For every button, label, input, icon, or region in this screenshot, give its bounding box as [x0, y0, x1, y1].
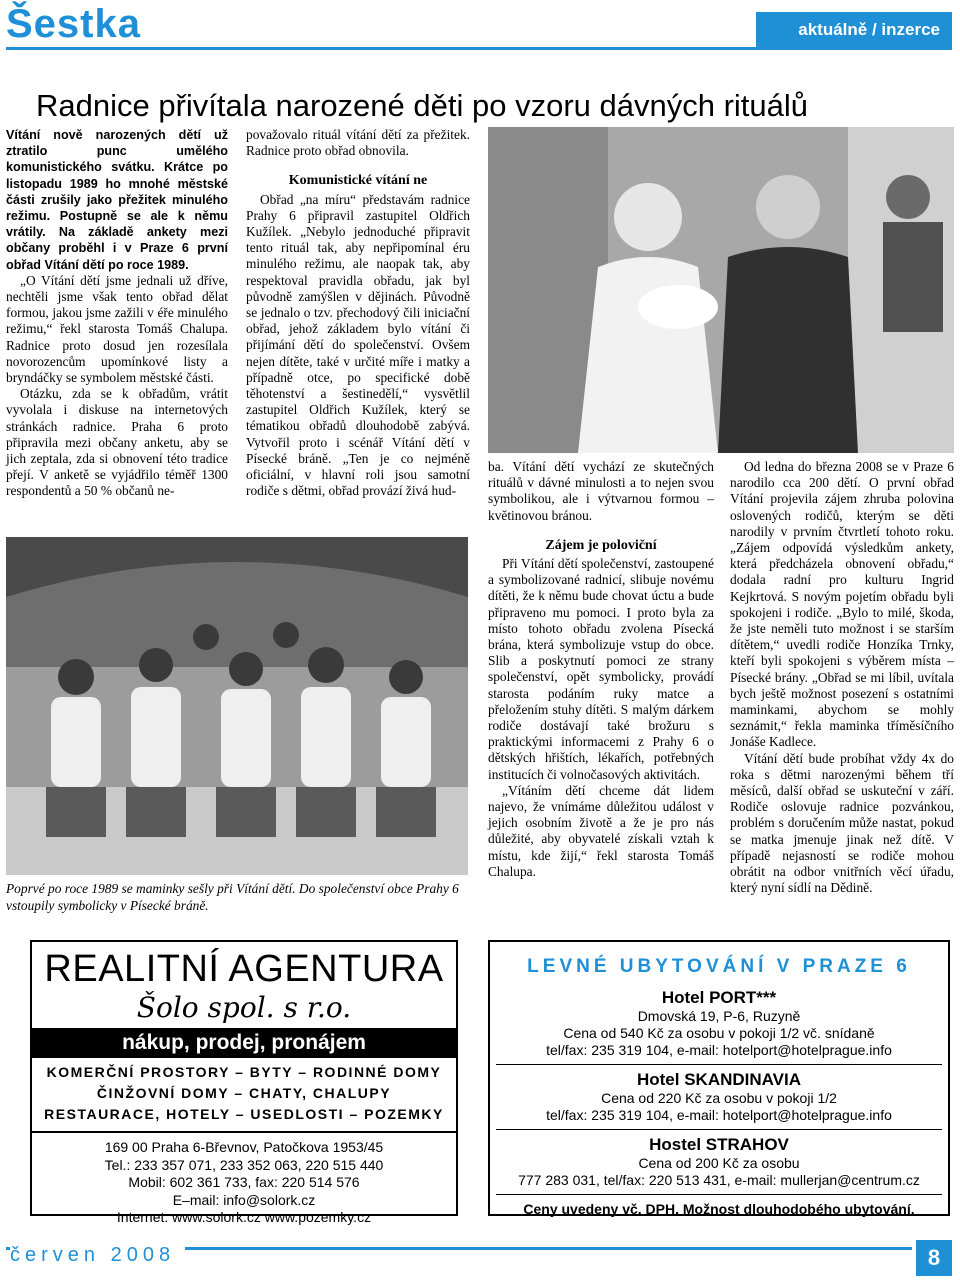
ad-realty-mobil: Mobil: 602 361 733, fax: 220 514 576 — [128, 1174, 360, 1190]
article-paragraph: Při Vítání dětí společenství, zastoupené a symbolizované radnicí, slibuje novému dítěti, že k němu bude chovat úctu a bude připraveno mu pomoci. I proto byla za místo tohoto obřadu zvolena Písecká brána, která symbolizuje vstup do obce. Slib a poskytnutí pomoci ze strany společenství, opět symbolicky, provádí starosta podáním ruky matce a přeložením stuhy dítěti. S malým dárkem rodiče dostávají také brožuru s praktickými informacemi z Prahy 6 o dětských hřištích, lékařích, potřebných institucích či volnočasových aktivitách. — [488, 556, 714, 782]
header-rule — [6, 47, 952, 50]
ad-realty-divider — [32, 1131, 456, 1133]
photo-mayor-with-mother-image — [488, 127, 954, 453]
ad-realty-tel: Tel.: 233 357 071, 233 352 063, 220 515 440 — [104, 1156, 384, 1173]
photo-mothers-group-image — [6, 537, 468, 875]
ad-hotel-line: Cena od 200 Kč za osobu — [638, 1155, 800, 1171]
photo-caption: Poprvé po roce 1989 se maminky sešly při Vítání dětí. Do společenství obce Prahy 6 vstoupily symbolicky v Písecké bráně. — [6, 881, 459, 913]
article-subheading: Zájem je poloviční — [545, 537, 657, 553]
article-paragraph: Obřad „na míru“ představám radnice Prahy 6 připravil zastupitel Oldřich Kužílek. „Nebylo jednoduché připravit tento rituál tak, aby nepřipomínal éru minulého režimu, ale naopak tak, aby respektoval pravidla obřadu, jak byl původně zamýšlen v dějinách. Původně se jednalo o tzv. přechodový čili iniciační obřad, jehož základem bylo vítání či přijímání dětí do společenství. Ovšem nejen dítěte, také v určité míře i matky a případně otce, po specifické době těhotenství a šestinedělí,“ vysvětlil zastupitel Oldřich Kužílek, který se tématikou obřadů dlouhodobě zabývá. Vytvořil proto i scénář Vítání dětí v Písecké bráně. „Ten je co nejméně oficiální, v hlavní roli jsou samotní rodiče s dětmi, obřad provází živá hud- — [246, 191, 470, 499]
ad-hotel-name: Hotel SKANDINAVIA — [636, 1070, 802, 1089]
ad-hotel-line: Dmovská 19, P-6, Ruzyně — [637, 1008, 801, 1024]
ad-hotel-line: tel/fax: 235 319 104, e-mail: hotelport@hotelprague.info — [546, 1042, 892, 1058]
ad-realty-email: E–mail: info@solork.cz — [172, 1191, 316, 1208]
article-subheading: Komunistické vítání ne — [288, 173, 428, 189]
article-lead: Vítání nově narozených dětí už ztratilo punc umělého komunistického svátku. Krátce po listopadu 1989 ho mnohé městské části zrušily jako přežitek minulého režimu. Postupně se ale k němu vrátily. Na základě ankety mezi občany proběhl i v Praze 6 první obřad Vítání dětí po roce 1989. — [6, 128, 228, 272]
ad-realty-line: RESTAURACE, HOTELY – USEDLOSTI – POZEMKY — [44, 1106, 444, 1122]
ad-realty-agency — [30, 940, 458, 1225]
ad-hotel-name: Hostel STRAHOV — [649, 1135, 789, 1154]
article-paragraph: Vítání dětí bude probíhat vždy 4x do roka s dětmi narozenými během tří měsíců, další obřad se uskuteční v září. Rodiče oslovuje radnice pozvánkou, problém s doručením může nastat, pokud se matka jmenuje jinak než dítě. V případě nejasností se rodiče mohou obrátit na odbor vnitřních věcí úřadu, který nyní sídlí na Dědině. — [730, 750, 954, 896]
photo-mothers-group — [6, 537, 468, 875]
ad-hotels-divider — [496, 1064, 942, 1065]
article-column-1 — [6, 127, 228, 500]
article-headline: Radnice přivítala narozené děti po vzoru dávných rituálů — [36, 88, 809, 123]
ad-realty-line: ČINŽOVNÍ DOMY – CHATY, CHALUPY — [96, 1085, 392, 1101]
ad-hotels-divider — [496, 1129, 942, 1130]
ad-hotels-title: LEVNÉ UBYTOVÁNÍ V PRAZE 6 — [527, 956, 911, 977]
ad-hotel-line: Cena od 220 Kč za osobu v pokoji 1/2 — [601, 1090, 837, 1106]
ad-realty-address: 169 00 Praha 6-Břevnov, Patočkova 1953/45 — [104, 1139, 384, 1155]
ad-realty-company: Šolo spol. s r.o. — [136, 991, 352, 1024]
ad-realty-line: KOMERČNÍ PROSTORY – BYTY – RODINNÉ DOMY — [46, 1064, 442, 1080]
ad-hotels — [488, 940, 950, 1216]
article-paragraph: „O Vítání dětí jsme jednali už dříve, nechtěli jsme však tento obřad dělat formou, jakou jsme zažili v éře minulého režimu,“ řekl starosta Tomáš Chalupa. Radnice proto dosud jen rozesílala novorozencům upomínkové listy a bryndáčky se symbolem městské části. — [6, 272, 228, 386]
article-column-3 — [488, 459, 714, 880]
ad-hotel-line: Cena od 540 Kč za osobu v pokoji 1/2 vč. snídaně — [563, 1025, 875, 1041]
ad-hotel-line: 777 283 031, tel/fax: 220 513 431, e-mail: mullerjan@centrum.cz — [518, 1172, 920, 1188]
photo-mayor-with-mother — [488, 127, 954, 453]
ad-hotel-name: Hotel PORT*** — [661, 988, 777, 1007]
ad-realty-web: Internet: www.solork.cz www.pozemky.cz — [116, 1209, 372, 1225]
article-paragraph: považovalo rituál vítání dětí za přežitek. Radnice proto obřad obnovila. — [246, 127, 470, 159]
article-paragraph: „Vítáním dětí chceme dát lidem najevo, že vnímáme důležitou událost v jejich osobním životě a že je pro nás důležité, aby obyvatelé získali vztah k místu, kde žijí,“ řekl starosta Tomáš Chalupa. — [488, 782, 714, 879]
ad-realty-title: REALITNÍ AGENTURA — [44, 948, 444, 990]
article-paragraph: ba. Vítání dětí vychází ze skutečných rituálů v dávné minulosti a to nejen svou symbolikou, ale i výtvarnou formou – květinovou bránou. — [488, 459, 714, 523]
ad-hotel-line: tel/fax: 235 319 104, e-mail: hotelport@hotelprague.info — [546, 1107, 892, 1123]
page-number: 8 — [916, 1240, 952, 1276]
magazine-title: Šestka — [6, 2, 141, 46]
ad-realty-services-bar: nákup, prodej, pronájem — [32, 1028, 456, 1058]
ad-hotels-footer: Ceny uvedeny vč. DPH. Možnost dlouhodobého ubytování. — [523, 1201, 915, 1217]
issue-date: červen 2008 — [10, 1244, 185, 1267]
article-paragraph: Od ledna do března 2008 se v Praze 6 narodilo cca 200 dětí. O první obřad Vítání projevila zájem zhruba polovina oslovených rodičů, kterým se děti narodily v prvním čtvrtletí tohoto roku. „Zájem odpovídá výsledkům ankety, která předcházela obnovení obřadu,“ dodala radní pro kulturu Ingrid Kejkrtová. S novým pojetím obřadu byli spokojeni i rodiče. „Bylo to milé, škoda, že jste neměli tuto možnost i se starším dítětem,“ uvedli rodiče Honzíka Trnky, kteří byli spokojeni s výběrem místa – Písecké brány. „Obřad se mi líbil, uvítala bych ještě možnost posezení s ostatními maminkami, abychom se mohly seznámit,“ řekla maminka tříměsíčního Jonáše Kadlece. — [730, 459, 954, 750]
ad-hotels-divider — [496, 1194, 942, 1195]
section-label: aktuálně / inzerce — [756, 12, 952, 48]
article-column-4 — [730, 459, 954, 896]
article-column-2 — [246, 127, 470, 499]
article-paragraph: Otázku, zda se k obřadům, vrátit vyvolala i diskuse na internetových stránkách radnice. Praha 6 proto připravila mezi občany anketu, aby se jich zeptala, zda si obnovení této tradice přejí. V anketě se vyjádřilo téměř 1300 respondentů a 50 % občanů ne- — [6, 386, 228, 499]
